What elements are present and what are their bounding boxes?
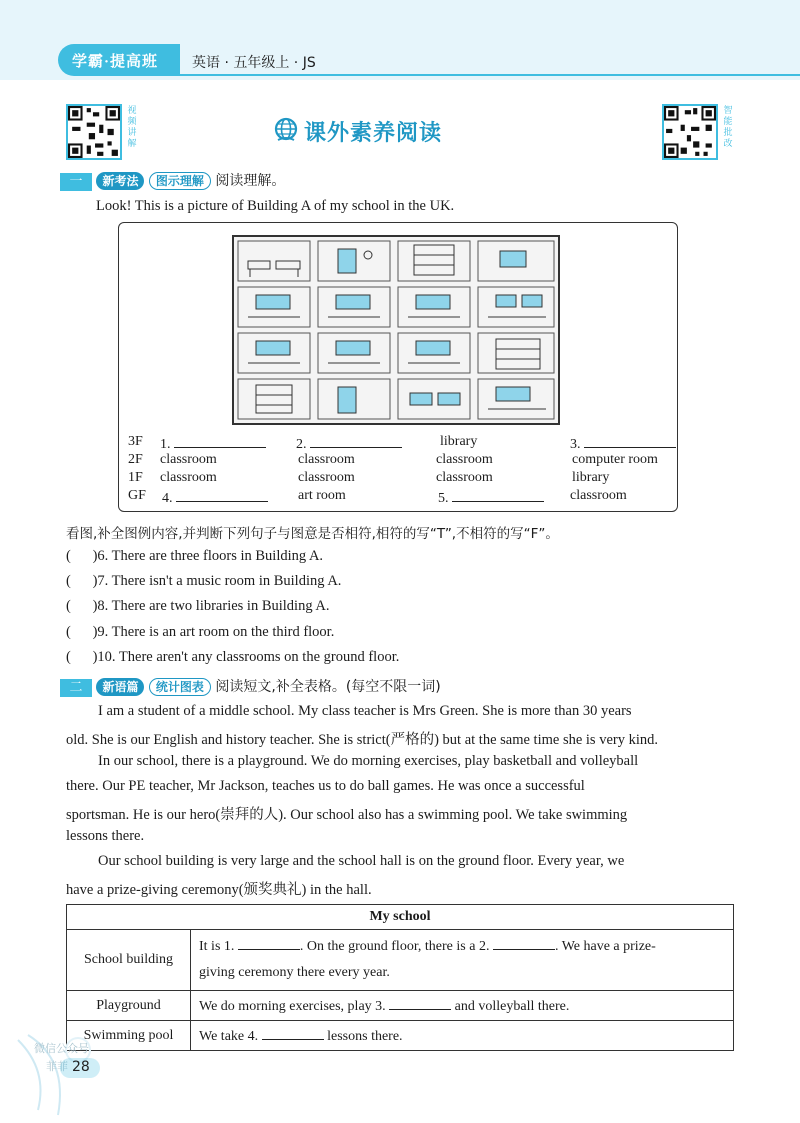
floor-3f: 3F: [128, 434, 143, 449]
header-rule: [180, 74, 800, 76]
qr-right-caption: 智能批改: [723, 106, 733, 149]
answer-bracket[interactable]: ( ): [66, 649, 98, 665]
question-9-text: 9. There is an art room on the third floor.: [97, 624, 335, 640]
legend-gf-art-room: art room: [298, 488, 346, 503]
cell-text: We take 4.: [199, 1029, 259, 1044]
building-rooms-drawing: [234, 237, 558, 423]
answer-line-4[interactable]: [262, 1026, 324, 1040]
answer-line[interactable]: [310, 434, 402, 448]
qr-code-right[interactable]: [662, 104, 718, 160]
part2-heading: [60, 676, 441, 696]
legend-gf-room-4: classroom: [570, 488, 627, 503]
series-label: 学霸·提高班: [72, 54, 159, 70]
answer-line[interactable]: [176, 488, 268, 502]
answer-line[interactable]: [174, 434, 266, 448]
watermark-text-1: 微信公众号: [34, 1042, 89, 1055]
legend-2f-room-3: classroom: [436, 452, 493, 467]
part2-title: 阅读短文,补全表格。(每空不限一词): [215, 679, 441, 695]
globe-book-icon: [272, 116, 300, 144]
part1-title: 阅读理解。: [215, 173, 286, 189]
part1-instruction: 看图,补全图例内容,并判断下列句子与图意是否相符,相符的写“T”,不相符的写“F”。: [66, 526, 559, 542]
part2-tag-chart: 统计图表: [149, 678, 211, 696]
row-content-playground: [191, 991, 734, 1021]
watermark-text-2: 菲菲: [46, 1060, 68, 1073]
part1-heading: [60, 170, 285, 190]
subject-label: 英语 · 五年级上 · JS: [192, 55, 316, 71]
part2-tag-new-text: 新语篇: [96, 678, 144, 696]
floor-2f: 2F: [128, 452, 143, 467]
answer-line-2[interactable]: [493, 936, 555, 950]
legend-blank-1[interactable]: [160, 434, 266, 453]
legend-blank-5-number: 5.: [438, 491, 449, 506]
legend-blank-4[interactable]: [162, 488, 268, 507]
row-label-swimming-pool: Swimming pool: [67, 1021, 191, 1051]
question-6-text: 6. There are three floors in Building A.: [97, 548, 324, 564]
row-content-swimming-pool: [191, 1021, 734, 1051]
legend-1f-room-2: classroom: [298, 470, 355, 485]
question-8: [66, 598, 330, 615]
paragraph-2-line-2: there. Our PE teacher, Mr Jackson, teaches us to do ball games. He was once a successful: [66, 778, 585, 794]
paragraph-2-line-3: sportsman. He is our hero(崇拜的人). Our school also has a swimming pool. We take swimming: [66, 807, 628, 823]
table-title: My school: [67, 905, 734, 930]
question-6: [66, 548, 323, 565]
question-10-text: 10. There aren't any classrooms on the ground floor.: [97, 649, 400, 665]
paragraph-2-line-1: In our school, there is a playground. We do morning exercises, play basketball and volleyball: [98, 753, 639, 769]
cell-text: . We have a prize-: [554, 939, 656, 954]
paragraph-2-line-4: lessons there.: [66, 828, 145, 844]
table-row: [67, 1021, 734, 1051]
answer-bracket[interactable]: ( ): [66, 598, 98, 614]
part1-tag-new-method: 新考法: [96, 172, 144, 190]
row-label-playground: Playground: [67, 991, 191, 1021]
legend-blank-3-number: 3.: [570, 437, 581, 452]
qr-code-left[interactable]: [66, 104, 122, 160]
part1-number: 一: [60, 173, 92, 191]
paragraph-3-line-1: Our school building is very large and the school hall is on the ground floor. Every year, we: [98, 853, 625, 869]
my-school-table: [66, 904, 734, 1051]
row-content-school-building: [191, 930, 734, 991]
question-8-text: 8. There are two libraries in Building A.: [97, 598, 330, 614]
answer-bracket[interactable]: ( ): [66, 548, 98, 564]
question-10: [66, 649, 399, 666]
legend-2f-room-1: classroom: [160, 452, 217, 467]
answer-bracket[interactable]: ( ): [66, 624, 98, 640]
floor-1f: 1F: [128, 470, 143, 485]
qr-pattern: [664, 106, 716, 158]
legend-blank-3[interactable]: [570, 434, 676, 453]
question-9: [66, 624, 334, 641]
question-7-text: 7. There isn't a music room in Building A.: [97, 573, 342, 589]
paragraph-1-line-1: I am a student of a middle school. My class teacher is Mrs Green. She is more than 30 years: [98, 703, 632, 719]
table-row: [67, 905, 734, 930]
legend-blank-5[interactable]: [438, 488, 544, 507]
legend-3f-library: library: [440, 434, 478, 449]
question-7: [66, 573, 341, 590]
part1-tag-diagram: 图示理解: [149, 172, 211, 190]
answer-line[interactable]: [584, 434, 676, 448]
legend-blank-1-number: 1.: [160, 437, 171, 452]
answer-bracket[interactable]: ( ): [66, 573, 98, 589]
legend-blank-4-number: 4.: [162, 491, 173, 506]
paragraph-1-line-2: old. She is our English and history teacher. She is strict(严格的) but at the same time she is very kind.: [66, 732, 658, 748]
legend-1f-room-4: library: [572, 470, 610, 485]
qr-pattern: [68, 106, 120, 158]
legend-1f-room-3: classroom: [436, 470, 493, 485]
legend-blank-2-number: 2.: [296, 437, 307, 452]
cell-text: and volleyball there.: [454, 999, 570, 1014]
cell-text: . On the ground floor, there is a 2.: [299, 939, 490, 954]
floor-gf: GF: [128, 488, 146, 503]
answer-line[interactable]: [452, 488, 544, 502]
series-badge: [58, 44, 180, 76]
part2-number: 二: [60, 679, 92, 697]
cell-text: It is 1.: [199, 939, 235, 954]
paragraph-3-line-2: have a prize-giving ceremony(颁奖典礼) in the hall.: [66, 882, 372, 898]
page-number: 28: [72, 1059, 90, 1075]
qr-left-caption: 视频讲解: [127, 106, 137, 149]
cell-text: giving ceremony there every year.: [199, 965, 390, 980]
section-title: 课外素养阅读: [304, 121, 443, 146]
legend-2f-room-2: classroom: [298, 452, 355, 467]
legend-2f-room-4: computer room: [572, 452, 658, 467]
legend-blank-2[interactable]: [296, 434, 402, 453]
building-illustration: [232, 235, 560, 425]
legend-1f-room-1: classroom: [160, 470, 217, 485]
answer-line-3[interactable]: [389, 996, 451, 1010]
cell-text: lessons there.: [327, 1029, 403, 1044]
row-label-school-building: School building: [67, 930, 191, 991]
cell-text: We do morning exercises, play 3.: [199, 999, 386, 1014]
part1-intro: Look! This is a picture of Building A of my school in the UK.: [96, 198, 455, 214]
table-row: [67, 930, 734, 991]
table-row: [67, 991, 734, 1021]
answer-line-1[interactable]: [238, 936, 300, 950]
